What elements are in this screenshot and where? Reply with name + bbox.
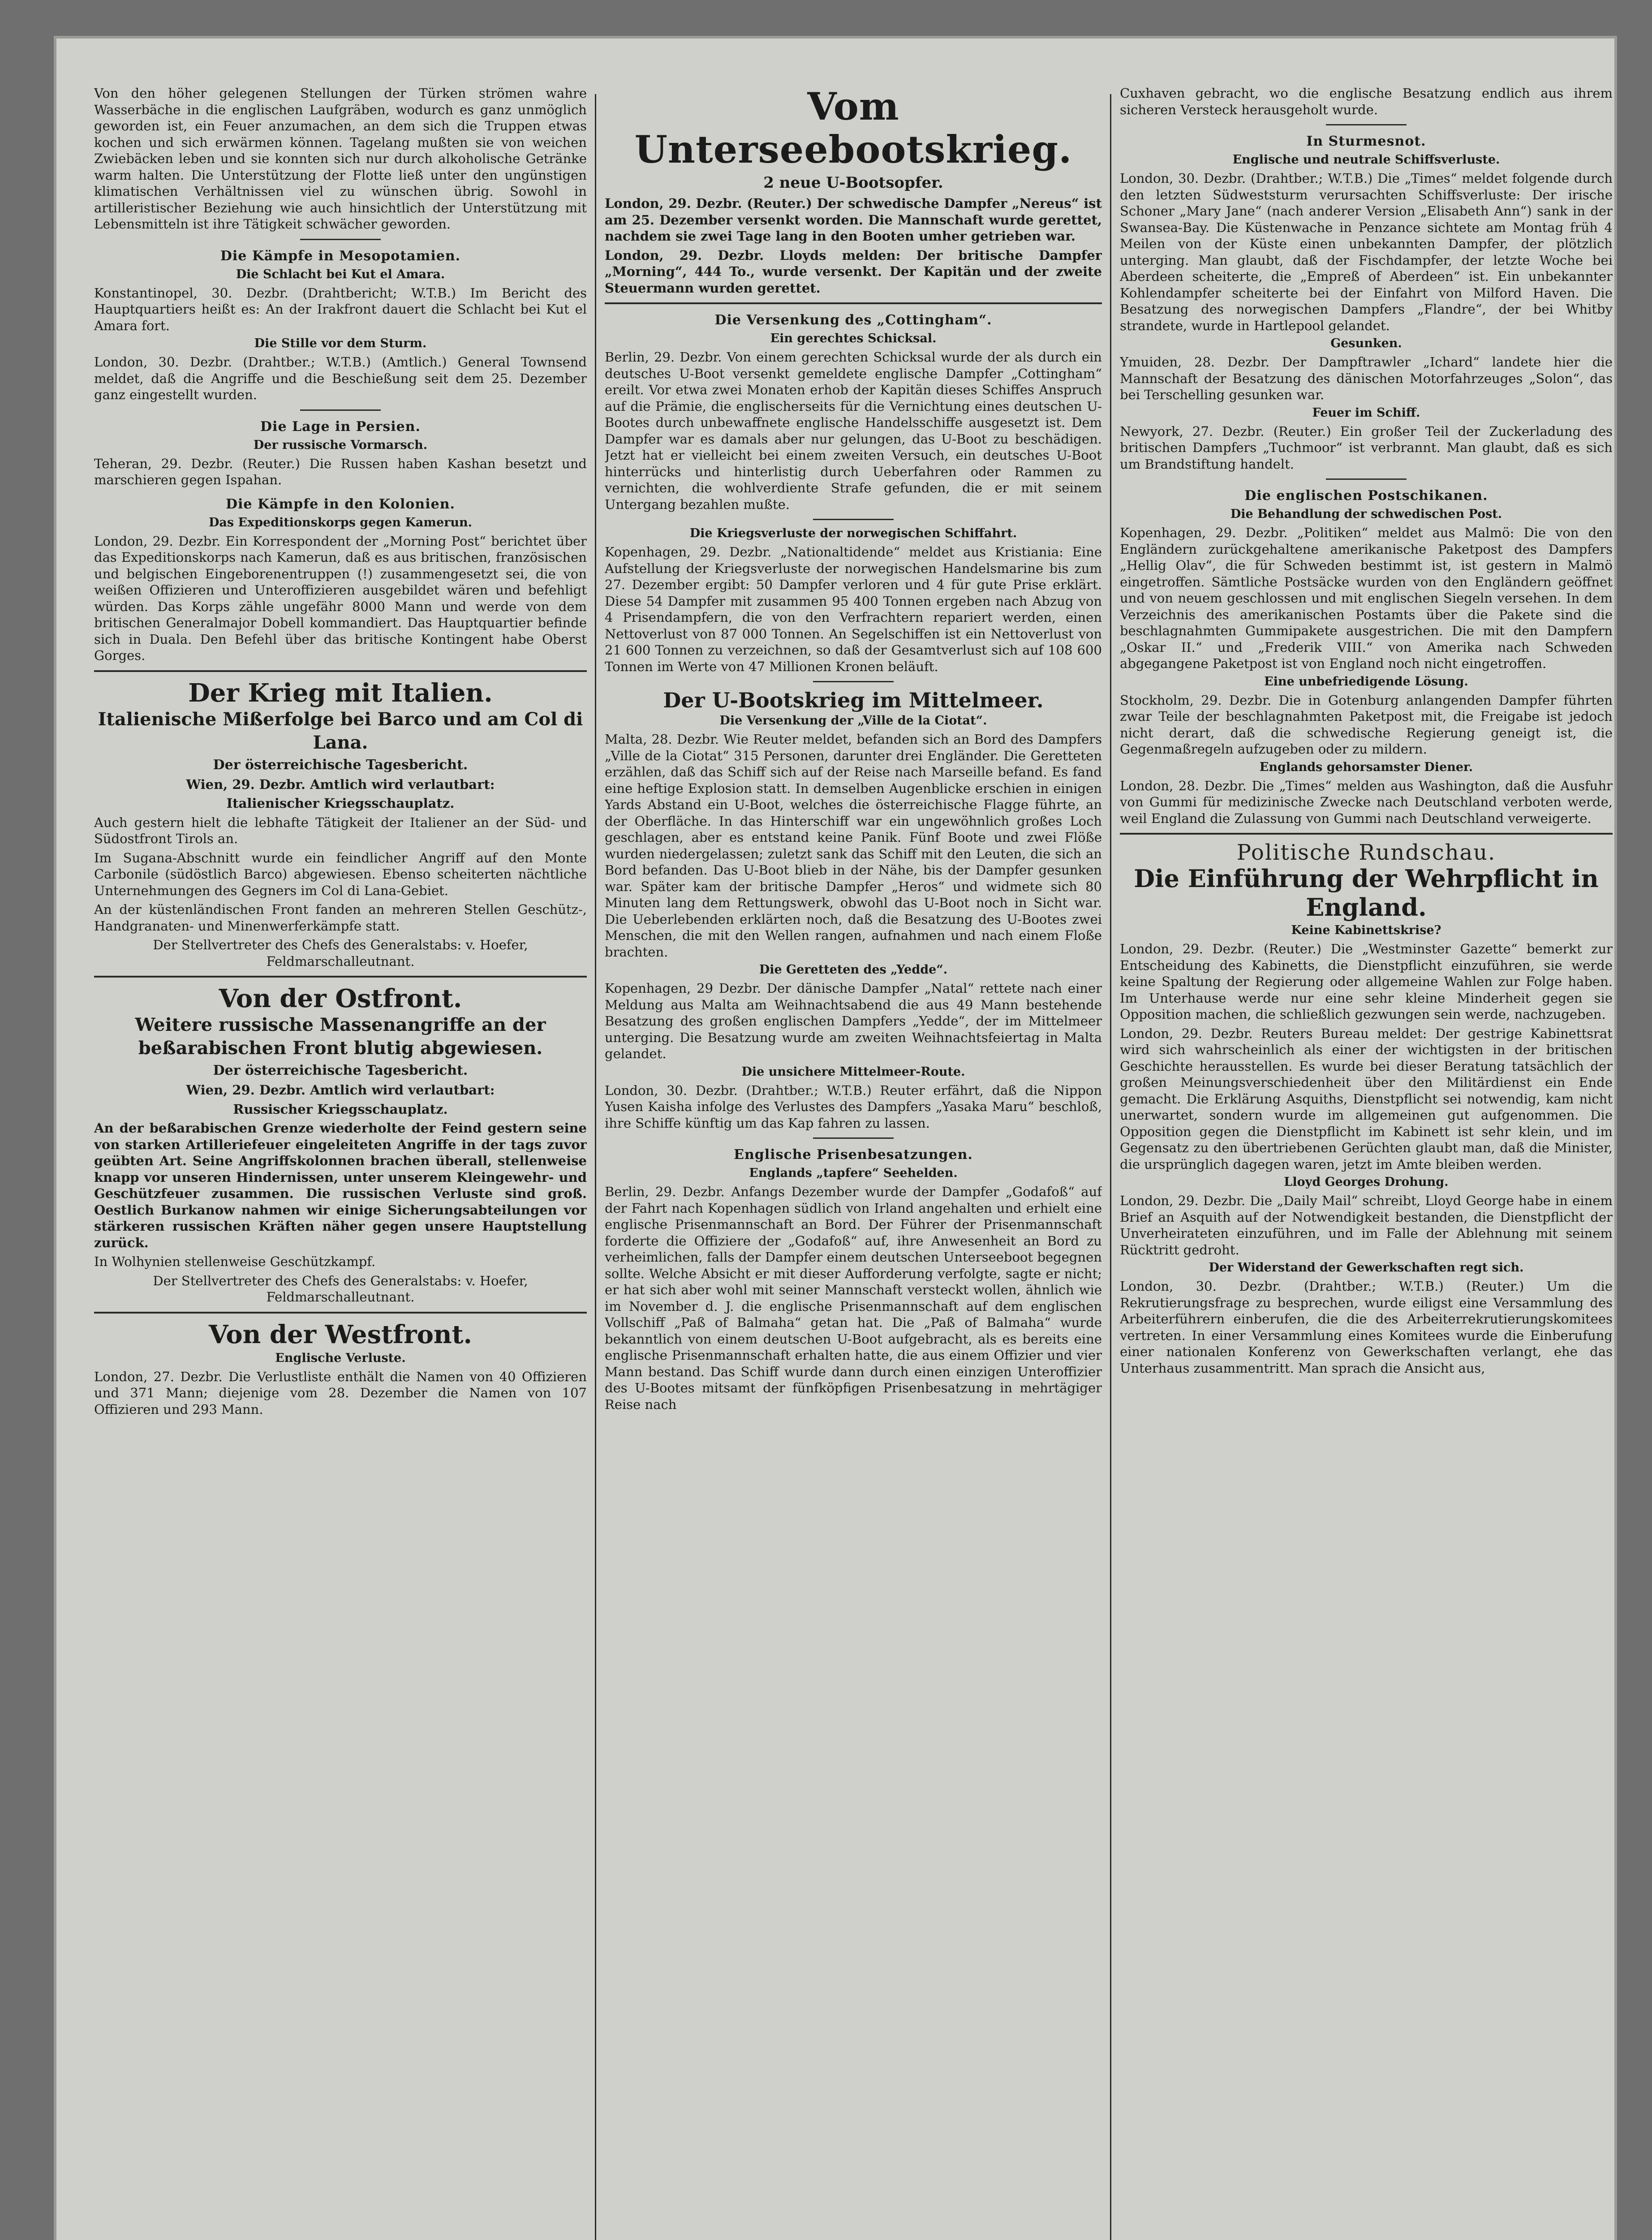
article-paragraph: London, 29. Dezbr. (Reuter.) Die „Westminster Gazette“ bemerkt zur Entscheidung des Kabinetts, die Dienstpflicht einzuführen, sie werde keine Spaltung der Regierung oder allgemeine Wahlen zur Folge haben. Im Unterhause werde nur eine sehr kleine Minderheit gegen sie Opposition machen, die schließlich gezwungen sein werde, nachzugeben.: [1120, 941, 1613, 1022]
article-paragraph: Kopenhagen, 29 Dezbr. Der dänische Dampfer „Natal“ rettete nach einer Meldung aus Malta am Weihnachtsabend die aus 49 Mann bestehende Besatzung des großen englischen Dampfers „Yedde“, der im Mittelmeer unterging. Die Besatzung wurde am zweiten Weihnachtsfeiertag in Malta gelandet.: [605, 981, 1102, 1061]
headline-mediterranean: Der U-Bootskrieg im Mittelmeer.: [663, 688, 1044, 712]
subheading: Die Versenkung der „Ville de la Ciotat“.: [719, 714, 987, 728]
article-paragraph: Konstantinopel, 30. Dezbr. (Drahtbericht; W.T.B.) Im Bericht des Hauptquartiers heißt es: An der Irakfront dauert die Schlacht bei Kut el Amara fort.: [94, 285, 587, 333]
column-rule: [1110, 94, 1111, 2240]
divider: [94, 976, 587, 978]
article-paragraph: Kopenhagen, 29. Dezbr. „Politiken“ meldet aus Malmö: Die von den Engländern zurückgehaltene amerikanische Paketpost des Dampfers „Hellig Olav“, die für Schweden bestimmt ist, ist gestern in Malmö eingetroffen. Sämtliche Postsäcke wurden von den Engländern geöffnet und von neuem geschlossen und mit englischen Siegeln versehen. In dem Verzeichnis des amerikanischen Postamts über die Pakete sind die beschlagnahmten Gummipakete ausgestrichen. Die mit den Dampfern „Oskar II.“ und „Frederik VIII.“ von Amerika nach Schweden abgegangene Paketpost ist von England noch nicht eingetroffen.: [1120, 525, 1613, 671]
column-left: [94, 85, 587, 2240]
subheading: Keine Kabinettskrise?: [1291, 923, 1441, 937]
article-paragraph: London, 29. Dezbr. Reuters Bureau meldet: Der gestrige Kabinettsrat wird sich wahrscheinlich als einer der wichtigsten in der britischen Geschichte herausstellen. Es wurde bei dieser Beratung tatsächlich der großen Meinungsverschiedenheit über den Militärdienst ein Ende gemacht. Die Erklärung Asquiths, Dienstpflicht sei notwendig, kam nicht unerwartet, sondern wurde im allgemeinen gut aufgenommen. Die Opposition gegen die Dienstpflicht im Kabinett ist sehr klein, und im Gegensatz zu den übertriebenen Gerüchten glaubt man, daß die Minister, die ursprünglich dagegen waren, jetzt im Amte bleiben werden.: [1120, 1025, 1613, 1172]
article-paragraph: London, 29. Dezbr. Lloyds melden: Der britische Dampfer „Morning“, 444 To., wurde versenkt. Der Kapitän und der zweite Steuermann wurden gerettet.: [605, 247, 1102, 296]
article-paragraph: Newyork, 27. Dezbr. (Reuter.) Ein großer Teil der Zuckerladung des britischen Dampfers „Tuchmoor“ ist verbrannt. Man glaubt, daß es sich um Brandstiftung handelt.: [1120, 423, 1613, 472]
divider: [94, 670, 587, 672]
subheading: Englands gehorsamster Diener.: [1259, 760, 1473, 774]
subheading: Der österreichische Tagesbericht.: [213, 1063, 468, 1078]
subheading: 2 neue U-Bootsopfer.: [763, 174, 943, 192]
article-paragraph: Stockholm, 29. Dezbr. Die in Gotenburg anlangenden Dampfer führten zwar Teile der beschlagnahmten Paketpost mit, die Freigabe ist jedoch nicht derart, daß die schwedische Regierung geneigt ist, die Gegenmaßregeln aufzugeben oder zu mildern.: [1120, 692, 1613, 757]
subheading: Ein gerechtes Schicksal.: [770, 332, 937, 345]
dateline: Wien, 29. Dezbr. Amtlich wird verlautbart:: [186, 1082, 495, 1098]
article-paragraph: Auch gestern hielt die lebhafte Tätigkeit der Italiener an der Süd- und Südostfront Tirols an.: [94, 814, 587, 846]
divider: [813, 519, 894, 520]
column-rule: [595, 94, 596, 2240]
scene-heading: Russischer Kriegsschauplatz.: [233, 1101, 448, 1117]
column-right: [1120, 85, 1613, 2240]
divider: [1120, 833, 1613, 835]
scene-heading: Italienischer Kriegsschauplatz.: [226, 796, 455, 811]
article-paragraph: An der beßarabischen Grenze wiederholte der Feind gestern seine von starken Artilleriefeuer eingeleiteten Angriffe in der tags zuvor geübten Art. Seine Angriffskolonnen brachen überall, stellenweise knapp vor unseren Hindernissen, unter unserem Kleingewehr- und Geschützfeuer zusammen. Die russischen Verluste sind groß. Oestlich Burkanow nahmen wir einige Sicherungsabteilungen vor stärkeren russischen Kräften näher gegen unsere Hauptstellung zurück.: [94, 1120, 587, 1250]
article-paragraph: London, 30. Dezbr. (Drahtber.; W.T.B.) Reuter erfährt, daß die Nippon Yusen Kaisha infolge des Verlustes des Dampfers „Yasaka Maru“ beschloß, ihre Schiffe künftig um das Kap fahren zu lassen.: [605, 1082, 1102, 1131]
subheading: Die Schlacht bei Kut el Amara.: [236, 267, 445, 281]
divider: [300, 409, 381, 411]
divider: [94, 1312, 587, 1314]
dateline: Wien, 29. Dezbr. Amtlich wird verlautbart:: [186, 776, 495, 792]
article-paragraph: London, 29. Dezbr. Die „Daily Mail“ schreibt, Lloyd George habe in einem Brief an Asquith auf der Notwendigkeit bestanden, die Dienstpflicht der Unverheirateten einzuführen, und im Falle der Ablehnung mit seinem Rücktritt gedroht.: [1120, 1193, 1613, 1258]
newspaper-page: [54, 36, 1617, 2240]
article-paragraph: Kopenhagen, 29. Dezbr. „Nationaltidende“ meldet aus Kristiania: Eine Aufstellung der Kriegsverluste der norwegischen Handelsmarine bis zum 27. Dezember ergibt: 50 Dampfer verloren und 4 für gute Prise erklärt. Diese 54 Dampfer mit zusammen 95 400 Tonnen ergeben nach Abzug von 4 Prisendampfern, die von den Verfrachtern repariert werden, einen Nettoverlust von 87 000 Tonnen. An Segelschiffen ist ein Nettoverlust von 21 600 Tonnen zu verzeichnen, so daß der Gesamtverlust sich auf 108 600 Tonnen im Werte von 47 Millionen Kronen beläuft.: [605, 544, 1102, 674]
article-paragraph: London, 27. Dezbr. Die Verlustliste enthält die Namen von 40 Offizieren und 371 Mann; diejenige vom 28. Dezember die Namen von 107 Offizieren und 293 Mann.: [94, 1369, 587, 1417]
section-heading-mesopotamia: Die Kämpfe in Mesopotamien.: [220, 248, 461, 264]
section-heading-storm: In Sturmesnot.: [1306, 134, 1426, 149]
article-paragraph: London, 29. Dezbr. Ein Korrespondent der „Morning Post“ berichtet über das Expeditionskorps nach Kamerun, daß es aus britischen, französischen und belgischen Eingeborenentruppen (!) zusammengesetzt sei, die von weißen Offizieren und Unteroffizieren ausgebildet wären und befehligt würden. Das Korps zähle ungefähr 8000 Mann und werde von dem britischen Generalmajor Dobell kommandiert. Das Hauptquartier befinde sich in Duala. Den Befehl über das britische Kontingent habe Oberst Gorges.: [94, 533, 587, 663]
article-paragraph: Im Sugana-Abschnitt wurde ein feindlicher Angriff auf den Monte Carbonile (südöstlich Barco) abgewiesen. Ebenso scheiterten nächtliche Unternehmungen des Gegners im Col di Lana-Gebiet.: [94, 850, 587, 898]
headline-italy: Der Krieg mit Italien.: [188, 678, 493, 708]
article-paragraph: London, 29. Dezbr. (Reuter.) Der schwedische Dampfer „Nereus“ ist am 25. Dezember versenkt worden. Die Mannschaft wurde gerettet, nachdem sie zwei Tage lang in den Booten umher getrieben war.: [605, 196, 1102, 244]
subheading: Lloyd Georges Drohung.: [1284, 1175, 1449, 1189]
article-paragraph: Cuxhaven gebracht, wo die englische Besatzung endlich aus ihrem sicheren Versteck herausgeholt wurde.: [1120, 86, 1613, 117]
divider: [605, 302, 1102, 304]
divider: [1326, 478, 1407, 480]
article-paragraph: In Wolhynien stellenweise Geschützkampf.: [94, 1254, 376, 1269]
article-paragraph: Malta, 28. Dezbr. Wie Reuter meldet, befanden sich an Bord des Dampfers „Ville de la Ciotat“ 315 Personen, darunter drei Engländer. Die Geretteten erzählen, daß das Schiff sich auf der Reise nach Marseille befand. Es fand eine heftige Explosion statt. In demselben Augenblicke erschien in einigen Yards Abstand ein U-Boot, welches die österreichische Flagge führte, an der Oberfläche. In das Hinterschiff war ein ungewöhnlich großes Loch geschlagen, aber es entstand keine Panik. Fünf Boote und zwei Flöße wurden niedergelassen; zuletzt sank das Schiff mit den Leuten, die sich an Bord befanden. Das U-Boot blieb in der Nähe, bis der Dampfer gesunken war. Später kam der britische Dampfer „Heros“ und widmete sich 80 Minuten lang dem Rettungswerk, obwohl das U-Boot noch in Sicht war. Die Ueberlebenden erklärten noch, daß die Besatzung des U-Bootes zwei Menschen, die mit den Wellen rangen, aufnahmen und nach einem Floße brachten.: [605, 732, 1102, 960]
subheading: Feuer im Schiff.: [1312, 405, 1420, 420]
subheading: Englands „tapfere“ Seehelden.: [749, 1166, 958, 1180]
section-heading-postal: Die englischen Postschikanen.: [1244, 488, 1488, 504]
divider: [300, 239, 381, 240]
article-paragraph: An der küstenländischen Front fanden an mehreren Stellen Geschütz-, Handgranaten- und Minenwerferkämpfe statt.: [94, 902, 587, 934]
headline-conscription: Die Einführung der Wehrpflicht in England.: [1134, 864, 1599, 922]
headline-east-sub: Weitere russische Massenangriffe an der beßarabischen Front blutig abgewiesen.: [135, 1014, 546, 1059]
headline-italy-sub: Italienische Mißerfolge bei Barco und am Col di Lana.: [98, 708, 583, 753]
subheading: Englische Verluste.: [275, 1351, 406, 1365]
section-heading-cottingham: Die Versenkung des „Cottingham“.: [714, 312, 992, 328]
article-paragraph: London, 28. Dezbr. Die „Times“ melden aus Washington, daß die Ausfuhr von Gummi für medizinische Zwecke nach Deutschland verboten werde, weil England die Zulassung von Gummi nach Deutschland verweigerte.: [1120, 778, 1613, 826]
subheading: Die Stille vor dem Sturm.: [254, 336, 427, 350]
subheading: Die unsichere Mittelmeer-Route.: [741, 1064, 965, 1079]
headline-political-review: Politische Rundschau.: [1236, 840, 1496, 865]
headline-uboat-war: Vom Unterseebootskrieg.: [634, 85, 1072, 172]
signature: Der Stellvertreter des Chefs des Generalstabs: v. Hoefer, Feldmarschalleutnant.: [153, 1273, 528, 1305]
subheading: Englische und neutrale Schiffsverluste.: [1232, 153, 1500, 167]
article-paragraph: Berlin, 29. Dezbr. Von einem gerechten Schicksal wurde der als durch ein deutsches U-Boot versenkt gemeldete englische Dampfer „Cottingham“ ereilt. Vor etwa zwei Monaten erhob der Kapitän dieses Schiffes Anspruch auf die Prämie, die englischerseits für die Vernichtung eines deutschen U-Bootes durch unbewaffnete englische Handelsschiffe ausgesetzt ist. Dem Dampfer war es damals aber nur gelungen, das U-Boot zu beschädigen. Jetzt hat er vielleicht bei einem zweiten Versuch, ein deutsches U-Boot hinterrücks und hinterlistig durch Ueberfahren oder Rammen zu vernichten, die wohlverdiente Strafe gefunden, die er mit seinem Untergang bezahlen mußte.: [605, 349, 1102, 512]
article-paragraph: Ymuiden, 28. Dezbr. Der Dampftrawler „Ichard“ landete hier die Mannschaft der Besatzung des dänischen Motorfahrzeuges „Solon“, das bei Terschelling gesunken war.: [1120, 354, 1613, 402]
section-heading-prize-crews: Englische Prisenbesatzungen.: [734, 1147, 973, 1163]
subheading: Der russische Vormarsch.: [253, 438, 428, 452]
subheading: Der österreichische Tagesbericht.: [213, 757, 468, 773]
subheading: Das Expeditionskorps gegen Kamerun.: [208, 515, 473, 530]
section-heading-persia: Die Lage in Persien.: [260, 418, 421, 435]
headline-east: Von der Ostfront.: [219, 984, 462, 1013]
divider: [813, 681, 894, 682]
headline-west: Von der Westfront.: [208, 1319, 473, 1349]
signature: Der Stellvertreter des Chefs des Generalstabs: v. Hoefer, Feldmarschalleutnant.: [153, 937, 528, 969]
subheading: Der Widerstand der Gewerkschaften regt sich.: [1209, 1261, 1524, 1275]
divider: [1326, 124, 1407, 125]
subheading: Gesunken.: [1330, 336, 1402, 350]
section-heading-colonies: Die Kämpfe in den Kolonien.: [226, 496, 455, 512]
article-paragraph: London, 30. Dezbr. (Drahtber.; W.T.B.) Die „Times“ meldet folgende durch den letzten Südweststurm verursachten Schiffsverluste: Der irische Schoner „Mary Jane“ (nach anderer Version „Elisabeth Ann“) sank in der Swansea-Bay. Die Küstenwache in Penzance sichtete am Montag früh 4 Meilen von der Küste einen unbekannten Dampfer, der plötzlich unterging. Man glaubt, daß der Fischdampfer, der letzte Woche bei Aberdeen scheiterte, die „Empreß of Aberdeen“ ist. Ein unbekannter Kohlendampfer scheiterte bei der Einfahrt von Milford Haven. Die Besatzung des norwegischen Dampfers „Flandre“, der bei Whitby strandete, wurde in Hartlepool gelandet.: [1120, 171, 1613, 333]
subheading: Eine unbefriedigende Lösung.: [1264, 674, 1468, 689]
article-paragraph: Teheran, 29. Dezbr. (Reuter.) Die Russen haben Kashan besetzt und marschieren gegen Ispahan.: [94, 456, 587, 487]
column-middle: [605, 85, 1102, 2240]
article-paragraph: London, 30. Dezbr. (Drahtber.; W.T.B.) (Reuter.) Um die Rekrutierungsfrage zu besprechen, wurde eiligst eine Versammlung des Arbeiterführern einberufen, die die des Arbeiterrekrutierungskomitees vertreten. In einer Versammlung eines Komitees wurde die Einberufung einer nationalen Konferenz von Gewerkschaften verlangt, ehe das Unterhaus zusammentritt. Man sprach die Ansicht aus,: [1120, 1279, 1613, 1376]
article-paragraph: Berlin, 29. Dezbr. Anfangs Dezember wurde der Dampfer „Godafoß“ auf der Fahrt nach Kopenhagen südlich von Irland angehalten und erhielt eine englische Prisenmannschaft an Bord. Der Führer der Prisenmannschaft forderte die Offiziere der „Godafoß“ auf, ihre Anwesenheit an Bord zu verheimlichen, falls der Dampfer einem deutschen Unterseeboot begegnen sollte. Welche Absicht er mit dieser Aufforderung verfolgte, sagte er nicht; er hat sich aber wohl mit seiner Mannschaft versteckt wollen, ähnlich wie im November d. J. die englische Prisenmannschaft auf dem englischen Vollschiff „Paß of Balmaha“ getan hat. Die „Paß of Balmaha“ wurde bekanntlich von einem deutschen U-Boot aufgebracht, als es bereits eine englische Prisenmannschaft erhalten hatte, die aus einem Offizier und vier Mann bestand. Das Schiff wurde dann durch einen einzigen Unteroffizier des U-Bootes mitsamt der fünfköpfigen Prisenbesatzung in mehrtägiger Reise nach: [605, 1184, 1102, 1412]
divider: [813, 1137, 894, 1139]
intro-paragraph: Von den höher gelegenen Stellungen der Türken strömen wahre Wasserbäche in die englischen Laufgräben, wodurch es ganz unmöglich geworden ist, ein Feuer anzumachen, an dem sich die Truppen etwas kochen und sich erwärmen können. Tagelang mußten sie von weichen Zwiebäcken leben und sie konnten sich nur durch alkoholische Getränke warm halten. Die Unterstützung der Flotte ließ unter den ungünstigen klimatischen Verhältnissen viel zu wünschen übrig. Sowohl in artilleristischer Beziehung wie auch hinsichtlich der Unterstützung mit Lebensmitteln ist ihre Tätigkeit schwächer geworden.: [94, 86, 587, 232]
article-paragraph: London, 30. Dezbr. (Drahtber.; W.T.B.) (Amtlich.) General Townsend meldet, daß die Angriffe und die Beschießung seit dem 25. Dezember ganz eingestellt wurden.: [94, 354, 587, 402]
subheading: Die Geretteten des „Yedde“.: [759, 963, 948, 977]
subheading: Die Behandlung der schwedischen Post.: [1230, 507, 1502, 521]
subheading: Die Kriegsverluste der norwegischen Schiffahrt.: [689, 526, 1017, 540]
